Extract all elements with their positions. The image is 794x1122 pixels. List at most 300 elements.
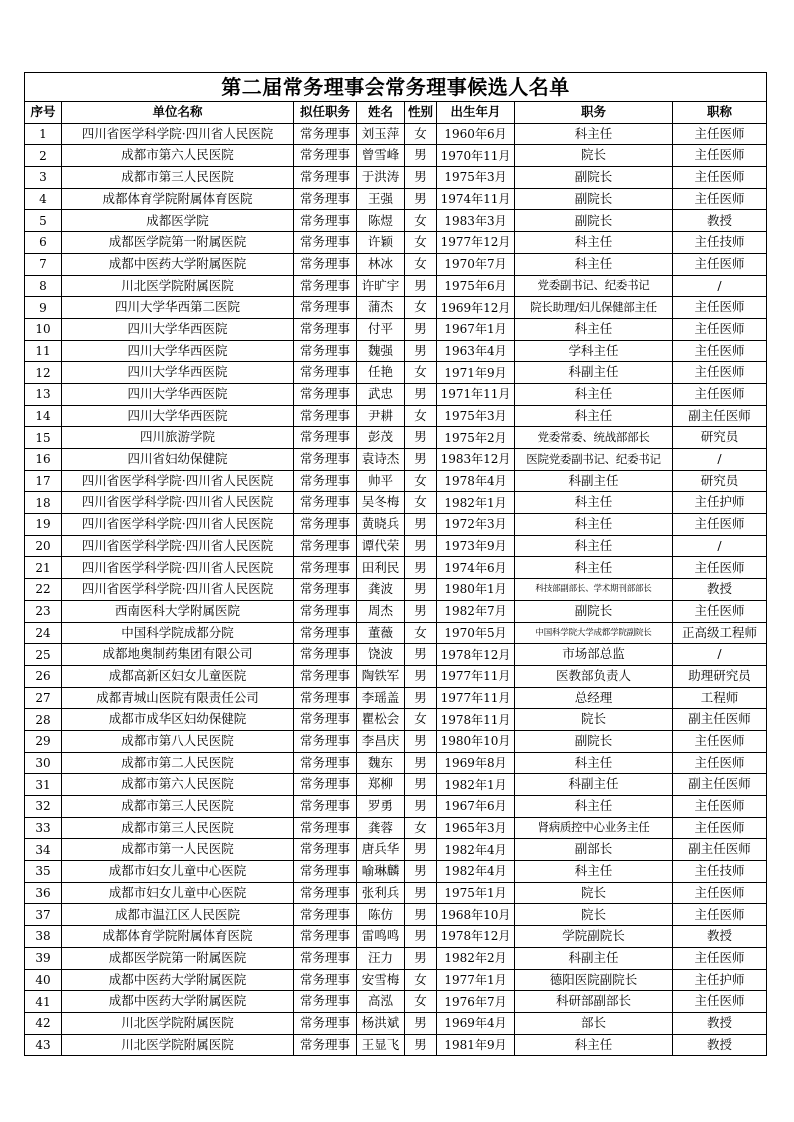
cell-name: 林冰 xyxy=(357,253,405,275)
cell-birth: 1982年4月 xyxy=(437,861,515,883)
cell-name: 尹耕 xyxy=(357,405,405,427)
cell-gender: 男 xyxy=(405,861,437,883)
cell-unit: 成都市成华区妇幼保健院 xyxy=(62,709,294,731)
cell-birth: 1976年7月 xyxy=(437,991,515,1013)
table-row xyxy=(25,796,767,818)
cell-index: 2 xyxy=(25,145,62,167)
cell-index: 6 xyxy=(25,232,62,254)
cell-name: 李瑶盖 xyxy=(357,687,405,709)
cell-unit: 四川大学华西医院 xyxy=(62,383,294,405)
cell-unit: 四川省医学科学院·四川省人民医院 xyxy=(62,492,294,514)
cell-name: 田利民 xyxy=(357,557,405,579)
cell-name: 曾雪峰 xyxy=(357,145,405,167)
cell-position: 副院长 xyxy=(515,730,673,752)
cell-title: 教授 xyxy=(673,210,767,232)
table-row xyxy=(25,535,767,557)
cell-gender: 男 xyxy=(405,383,437,405)
table-row xyxy=(25,730,767,752)
cell-birth: 1980年1月 xyxy=(437,579,515,601)
cell-birth: 1978年12月 xyxy=(437,644,515,666)
cell-unit: 成都中医药大学附属医院 xyxy=(62,991,294,1013)
table-row xyxy=(25,188,767,210)
cell-unit: 成都市第三人民医院 xyxy=(62,796,294,818)
cell-unit: 四川旅游学院 xyxy=(62,427,294,449)
cell-gender: 男 xyxy=(405,774,437,796)
cell-role: 常务理事 xyxy=(294,362,357,384)
cell-index: 34 xyxy=(25,839,62,861)
cell-position: 科主任 xyxy=(515,123,673,145)
cell-index: 39 xyxy=(25,947,62,969)
cell-position: 学科主任 xyxy=(515,340,673,362)
cell-gender: 男 xyxy=(405,687,437,709)
table-row xyxy=(25,167,767,189)
cell-gender: 男 xyxy=(405,730,437,752)
cell-birth: 1982年2月 xyxy=(437,947,515,969)
cell-index: 12 xyxy=(25,362,62,384)
cell-position: 副部长 xyxy=(515,839,673,861)
cell-birth: 1977年1月 xyxy=(437,969,515,991)
cell-title: 主任医师 xyxy=(673,557,767,579)
cell-role: 常务理事 xyxy=(294,427,357,449)
cell-name: 刘玉萍 xyxy=(357,123,405,145)
cell-index: 3 xyxy=(25,167,62,189)
cell-index: 11 xyxy=(25,340,62,362)
cell-gender: 女 xyxy=(405,297,437,319)
cell-birth: 1967年6月 xyxy=(437,796,515,818)
cell-gender: 女 xyxy=(405,405,437,427)
header-gender: 性别 xyxy=(405,102,437,124)
cell-title: 主任医师 xyxy=(673,123,767,145)
cell-role: 常务理事 xyxy=(294,297,357,319)
cell-position: 部长 xyxy=(515,1012,673,1034)
cell-unit: 四川大学华西第二医院 xyxy=(62,297,294,319)
cell-index: 41 xyxy=(25,991,62,1013)
cell-position: 科主任 xyxy=(515,861,673,883)
cell-title: 教授 xyxy=(673,1012,767,1034)
cell-birth: 1970年7月 xyxy=(437,253,515,275)
cell-gender: 女 xyxy=(405,210,437,232)
cell-name: 陈煜 xyxy=(357,210,405,232)
cell-position: 科副主任 xyxy=(515,362,673,384)
cell-position: 院长 xyxy=(515,904,673,926)
cell-unit: 川北医学院附属医院 xyxy=(62,1012,294,1034)
cell-index: 14 xyxy=(25,405,62,427)
cell-name: 黄晓兵 xyxy=(357,514,405,536)
cell-unit: 四川省医学科学院·四川省人民医院 xyxy=(62,470,294,492)
cell-unit: 成都医学院第一附属医院 xyxy=(62,232,294,254)
cell-gender: 女 xyxy=(405,470,437,492)
cell-unit: 成都医学院第一附属医院 xyxy=(62,947,294,969)
cell-index: 27 xyxy=(25,687,62,709)
cell-name: 彭茂 xyxy=(357,427,405,449)
cell-unit: 四川大学华西医院 xyxy=(62,405,294,427)
cell-role: 常务理事 xyxy=(294,991,357,1013)
cell-position: 科主任 xyxy=(515,1034,673,1056)
cell-unit: 成都地奥制药集团有限公司 xyxy=(62,644,294,666)
cell-position: 科副主任 xyxy=(515,470,673,492)
cell-role: 常务理事 xyxy=(294,514,357,536)
cell-index: 40 xyxy=(25,969,62,991)
cell-name: 于洪涛 xyxy=(357,167,405,189)
header-unit: 单位名称 xyxy=(62,102,294,124)
table-row xyxy=(25,557,767,579)
cell-title: 主任医师 xyxy=(673,904,767,926)
cell-position: 科主任 xyxy=(515,318,673,340)
cell-index: 42 xyxy=(25,1012,62,1034)
cell-gender: 男 xyxy=(405,579,437,601)
table-row xyxy=(25,123,767,145)
table-row xyxy=(25,969,767,991)
cell-name: 王显飞 xyxy=(357,1034,405,1056)
cell-index: 26 xyxy=(25,665,62,687)
cell-position: 科主任 xyxy=(515,752,673,774)
cell-unit: 成都市第六人民医院 xyxy=(62,145,294,167)
cell-title: / xyxy=(673,644,767,666)
table-row xyxy=(25,665,767,687)
table-row xyxy=(25,1012,767,1034)
cell-index: 29 xyxy=(25,730,62,752)
cell-position: 院长助理/妇儿保健部主任 xyxy=(515,297,673,319)
cell-position: 科主任 xyxy=(515,535,673,557)
cell-position: 中国科学院大学成都学院副院长 xyxy=(515,622,673,644)
cell-unit: 成都市第三人民医院 xyxy=(62,167,294,189)
cell-unit: 西南医科大学附属医院 xyxy=(62,600,294,622)
cell-name: 龚波 xyxy=(357,579,405,601)
cell-position: 德阳医院副院长 xyxy=(515,969,673,991)
table-row xyxy=(25,1034,767,1056)
cell-unit: 成都市第八人民医院 xyxy=(62,730,294,752)
cell-name: 周杰 xyxy=(357,600,405,622)
cell-role: 常务理事 xyxy=(294,318,357,340)
cell-birth: 1971年9月 xyxy=(437,362,515,384)
table-row xyxy=(25,492,767,514)
cell-name: 张利兵 xyxy=(357,882,405,904)
cell-position: 科主任 xyxy=(515,253,673,275)
cell-birth: 1978年11月 xyxy=(437,709,515,731)
cell-name: 许颖 xyxy=(357,232,405,254)
cell-name: 喻琳麟 xyxy=(357,861,405,883)
cell-index: 10 xyxy=(25,318,62,340)
cell-role: 常务理事 xyxy=(294,926,357,948)
cell-title: / xyxy=(673,449,767,471)
cell-index: 17 xyxy=(25,470,62,492)
cell-gender: 男 xyxy=(405,752,437,774)
cell-birth: 1983年12月 xyxy=(437,449,515,471)
cell-index: 7 xyxy=(25,253,62,275)
cell-birth: 1967年1月 xyxy=(437,318,515,340)
cell-title: 主任医师 xyxy=(673,318,767,340)
cell-title: 主任医师 xyxy=(673,340,767,362)
cell-index: 5 xyxy=(25,210,62,232)
cell-role: 常务理事 xyxy=(294,947,357,969)
cell-title: 研究员 xyxy=(673,427,767,449)
header-title: 职称 xyxy=(673,102,767,124)
cell-title: 副主任医师 xyxy=(673,774,767,796)
cell-index: 18 xyxy=(25,492,62,514)
cell-position: 科研部副部长 xyxy=(515,991,673,1013)
cell-unit: 成都市温江区人民医院 xyxy=(62,904,294,926)
cell-birth: 1969年12月 xyxy=(437,297,515,319)
table-row xyxy=(25,383,767,405)
cell-position: 医院党委副书记、纪委书记 xyxy=(515,449,673,471)
cell-title: 主任医师 xyxy=(673,947,767,969)
cell-birth: 1973年9月 xyxy=(437,535,515,557)
header-name: 姓名 xyxy=(357,102,405,124)
cell-role: 常务理事 xyxy=(294,1012,357,1034)
cell-role: 常务理事 xyxy=(294,774,357,796)
cell-birth: 1969年4月 xyxy=(437,1012,515,1034)
table-row xyxy=(25,752,767,774)
cell-role: 常务理事 xyxy=(294,492,357,514)
cell-role: 常务理事 xyxy=(294,188,357,210)
cell-unit: 四川省医学科学院·四川省人民医院 xyxy=(62,557,294,579)
table-row xyxy=(25,449,767,471)
header-index: 序号 xyxy=(25,102,62,124)
table-row xyxy=(25,275,767,297)
cell-role: 常务理事 xyxy=(294,687,357,709)
cell-name: 高泓 xyxy=(357,991,405,1013)
cell-title: 主任医师 xyxy=(673,730,767,752)
cell-position: 院长 xyxy=(515,145,673,167)
cell-name: 任艳 xyxy=(357,362,405,384)
cell-index: 9 xyxy=(25,297,62,319)
cell-role: 常务理事 xyxy=(294,665,357,687)
cell-birth: 1975年3月 xyxy=(437,167,515,189)
cell-title: 研究员 xyxy=(673,470,767,492)
cell-unit: 四川省医学科学院·四川省人民医院 xyxy=(62,514,294,536)
cell-title: 正高级工程师 xyxy=(673,622,767,644)
cell-birth: 1982年1月 xyxy=(437,492,515,514)
cell-birth: 1982年4月 xyxy=(437,839,515,861)
table-row xyxy=(25,600,767,622)
cell-index: 16 xyxy=(25,449,62,471)
cell-birth: 1978年4月 xyxy=(437,470,515,492)
table-row xyxy=(25,904,767,926)
cell-unit: 成都市第二人民医院 xyxy=(62,752,294,774)
table-row xyxy=(25,145,767,167)
table-row xyxy=(25,232,767,254)
cell-role: 常务理事 xyxy=(294,340,357,362)
cell-title: 工程师 xyxy=(673,687,767,709)
cell-gender: 男 xyxy=(405,904,437,926)
cell-birth: 1975年2月 xyxy=(437,427,515,449)
cell-title: 主任医师 xyxy=(673,796,767,818)
cell-role: 常务理事 xyxy=(294,145,357,167)
cell-unit: 中国科学院成都分院 xyxy=(62,622,294,644)
table-row xyxy=(25,644,767,666)
cell-index: 15 xyxy=(25,427,62,449)
cell-index: 31 xyxy=(25,774,62,796)
header-row xyxy=(25,102,767,124)
cell-index: 32 xyxy=(25,796,62,818)
cell-title: 主任护师 xyxy=(673,969,767,991)
cell-position: 院长 xyxy=(515,709,673,731)
cell-gender: 男 xyxy=(405,1034,437,1056)
cell-title: 主任医师 xyxy=(673,991,767,1013)
cell-role: 常务理事 xyxy=(294,622,357,644)
cell-gender: 女 xyxy=(405,817,437,839)
cell-position: 科副主任 xyxy=(515,774,673,796)
cell-index: 4 xyxy=(25,188,62,210)
cell-name: 雷鸣鸣 xyxy=(357,926,405,948)
cell-title: 主任医师 xyxy=(673,752,767,774)
header-birth: 出生年月 xyxy=(437,102,515,124)
cell-gender: 男 xyxy=(405,839,437,861)
cell-name: 袁诗杰 xyxy=(357,449,405,471)
table-row xyxy=(25,622,767,644)
cell-index: 36 xyxy=(25,882,62,904)
cell-name: 杨洪斌 xyxy=(357,1012,405,1034)
cell-position: 科主任 xyxy=(515,796,673,818)
cell-gender: 女 xyxy=(405,709,437,731)
cell-position: 科主任 xyxy=(515,492,673,514)
table-row xyxy=(25,427,767,449)
cell-name: 陈仿 xyxy=(357,904,405,926)
table-row xyxy=(25,210,767,232)
table-row xyxy=(25,687,767,709)
cell-role: 常务理事 xyxy=(294,167,357,189)
cell-index: 22 xyxy=(25,579,62,601)
cell-name: 魏东 xyxy=(357,752,405,774)
cell-unit: 四川省医学科学院·四川省人民医院 xyxy=(62,123,294,145)
cell-gender: 女 xyxy=(405,232,437,254)
cell-gender: 男 xyxy=(405,882,437,904)
cell-title: 主任医师 xyxy=(673,817,767,839)
cell-position: 市场部总监 xyxy=(515,644,673,666)
cell-role: 常务理事 xyxy=(294,535,357,557)
cell-name: 唐兵华 xyxy=(357,839,405,861)
cell-gender: 男 xyxy=(405,796,437,818)
header-position: 职务 xyxy=(515,102,673,124)
cell-title: 主任护师 xyxy=(673,492,767,514)
cell-unit: 成都市妇女儿童中心医院 xyxy=(62,861,294,883)
cell-gender: 男 xyxy=(405,947,437,969)
cell-unit: 成都中医药大学附属医院 xyxy=(62,253,294,275)
cell-unit: 成都市第三人民医院 xyxy=(62,817,294,839)
table-row xyxy=(25,514,767,536)
cell-unit: 四川省妇幼保健院 xyxy=(62,449,294,471)
table-row xyxy=(25,774,767,796)
cell-title: 主任技师 xyxy=(673,861,767,883)
cell-birth: 1965年3月 xyxy=(437,817,515,839)
cell-index: 35 xyxy=(25,861,62,883)
cell-position: 科主任 xyxy=(515,405,673,427)
cell-name: 罗勇 xyxy=(357,796,405,818)
cell-index: 20 xyxy=(25,535,62,557)
cell-birth: 1982年1月 xyxy=(437,774,515,796)
cell-role: 常务理事 xyxy=(294,579,357,601)
cell-title: 助理研究员 xyxy=(673,665,767,687)
cell-gender: 男 xyxy=(405,275,437,297)
cell-title: 副主任医师 xyxy=(673,839,767,861)
cell-title: 主任医师 xyxy=(673,514,767,536)
cell-birth: 1977年11月 xyxy=(437,665,515,687)
table-row xyxy=(25,882,767,904)
cell-title: 主任技师 xyxy=(673,232,767,254)
cell-unit: 四川大学华西医院 xyxy=(62,318,294,340)
cell-index: 8 xyxy=(25,275,62,297)
cell-birth: 1975年6月 xyxy=(437,275,515,297)
cell-gender: 男 xyxy=(405,167,437,189)
cell-unit: 成都医学院 xyxy=(62,210,294,232)
cell-birth: 1982年7月 xyxy=(437,600,515,622)
table-row xyxy=(25,926,767,948)
cell-title: / xyxy=(673,275,767,297)
cell-title: 主任医师 xyxy=(673,362,767,384)
table-row xyxy=(25,470,767,492)
cell-role: 常务理事 xyxy=(294,730,357,752)
cell-gender: 男 xyxy=(405,514,437,536)
cell-birth: 1978年12月 xyxy=(437,926,515,948)
cell-gender: 男 xyxy=(405,665,437,687)
cell-birth: 1974年11月 xyxy=(437,188,515,210)
table-row xyxy=(25,839,767,861)
cell-role: 常务理事 xyxy=(294,123,357,145)
cell-index: 30 xyxy=(25,752,62,774)
cell-role: 常务理事 xyxy=(294,1034,357,1056)
cell-unit: 成都体育学院附属体育医院 xyxy=(62,926,294,948)
cell-role: 常务理事 xyxy=(294,796,357,818)
cell-title: 教授 xyxy=(673,579,767,601)
table-row xyxy=(25,861,767,883)
cell-gender: 男 xyxy=(405,600,437,622)
table-row xyxy=(25,362,767,384)
cell-gender: 男 xyxy=(405,644,437,666)
cell-name: 安雪梅 xyxy=(357,969,405,991)
cell-birth: 1981年9月 xyxy=(437,1034,515,1056)
cell-gender: 男 xyxy=(405,188,437,210)
cell-birth: 1977年12月 xyxy=(437,232,515,254)
cell-birth: 1970年5月 xyxy=(437,622,515,644)
page-title: 第二届常务理事会常务理事候选人名单 xyxy=(25,73,767,102)
cell-index: 43 xyxy=(25,1034,62,1056)
cell-role: 常务理事 xyxy=(294,644,357,666)
table-row xyxy=(25,817,767,839)
cell-role: 常务理事 xyxy=(294,275,357,297)
cell-name: 蒲杰 xyxy=(357,297,405,319)
cell-role: 常务理事 xyxy=(294,600,357,622)
cell-index: 33 xyxy=(25,817,62,839)
cell-gender: 女 xyxy=(405,622,437,644)
cell-birth: 1983年3月 xyxy=(437,210,515,232)
table-row xyxy=(25,579,767,601)
cell-role: 常务理事 xyxy=(294,449,357,471)
candidate-table xyxy=(24,72,767,1056)
cell-gender: 男 xyxy=(405,318,437,340)
cell-birth: 1971年11月 xyxy=(437,383,515,405)
cell-name: 许旷宇 xyxy=(357,275,405,297)
cell-name: 帅平 xyxy=(357,470,405,492)
cell-position: 科技部副部长、学术期刊部部长 xyxy=(515,579,673,601)
cell-gender: 女 xyxy=(405,492,437,514)
cell-unit: 成都体育学院附属体育医院 xyxy=(62,188,294,210)
cell-unit: 川北医学院附属医院 xyxy=(62,275,294,297)
cell-unit: 四川大学华西医院 xyxy=(62,362,294,384)
cell-title: 主任医师 xyxy=(673,297,767,319)
cell-birth: 1960年6月 xyxy=(437,123,515,145)
cell-birth: 1974年6月 xyxy=(437,557,515,579)
cell-name: 魏强 xyxy=(357,340,405,362)
cell-index: 37 xyxy=(25,904,62,926)
cell-unit: 四川省医学科学院·四川省人民医院 xyxy=(62,535,294,557)
cell-birth: 1963年4月 xyxy=(437,340,515,362)
cell-gender: 男 xyxy=(405,926,437,948)
cell-gender: 男 xyxy=(405,535,437,557)
cell-position: 院长 xyxy=(515,882,673,904)
cell-name: 陶铁军 xyxy=(357,665,405,687)
cell-unit: 成都中医药大学附属医院 xyxy=(62,969,294,991)
table-row xyxy=(25,297,767,319)
